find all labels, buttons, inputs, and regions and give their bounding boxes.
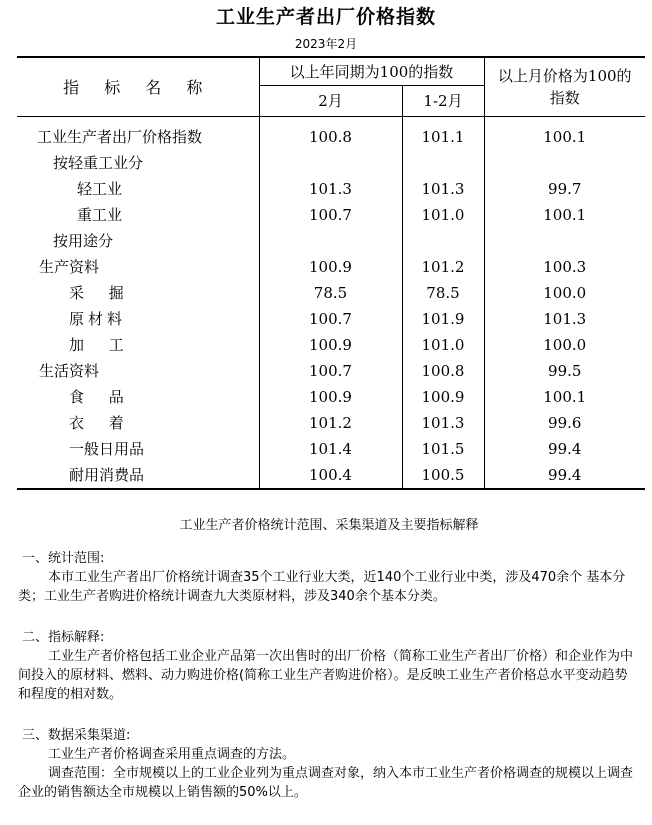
section-collection-heading: 三、数据采集渠道: (22, 728, 131, 743)
section-scope-heading: 一、统计范围: (22, 551, 105, 566)
row-value-cumulative (402, 228, 484, 254)
row-value-cumulative: 101.3 (402, 176, 484, 202)
row-indicator-name: 工业生产者出厂价格指数 (37, 128, 203, 146)
row-value-cumulative: 100.9 (402, 384, 484, 410)
row-value-cumulative: 101.9 (402, 306, 484, 332)
row-value-month: 101.2 (259, 410, 402, 436)
row-value-month: 100.7 (259, 306, 402, 332)
row-indicator-name: 按用途分 (53, 232, 114, 250)
row-value-prev-month: 100.1 (484, 124, 645, 150)
row-value-cumulative: 101.1 (402, 124, 484, 150)
row-value-month: 100.7 (259, 358, 402, 384)
table-row (17, 358, 645, 384)
table-row (17, 280, 645, 306)
row-value-cumulative: 101.0 (402, 202, 484, 228)
section-definition-heading: 二、指标解释: (22, 630, 105, 645)
notes-title: 工业生产者价格统计范围、采集渠道及主要指标解释 (179, 518, 479, 533)
row-indicator-name: 采 掘 (69, 284, 134, 302)
header-month: 2月 (259, 85, 402, 116)
row-value-cumulative: 100.5 (402, 462, 484, 489)
notes-section (18, 516, 640, 802)
row-value-prev-month: 100.3 (484, 254, 645, 280)
row-value-month: 100.9 (259, 332, 402, 358)
row-value-cumulative: 100.8 (402, 358, 484, 384)
row-value-prev-month: 100.1 (484, 384, 645, 410)
header-cumulative: 1-2月 (402, 85, 484, 116)
section-collection-method: 工业生产者价格调查采用重点调查的方法。 (48, 747, 296, 762)
page-title: 工业生产者出厂价格指数 (215, 6, 436, 28)
row-indicator-name: 生活资料 (39, 362, 100, 380)
row-value-month (259, 150, 402, 176)
table-row (17, 462, 645, 489)
row-value-prev-month: 99.4 (484, 436, 645, 462)
table-row (17, 202, 645, 228)
row-value-prev-month: 99.4 (484, 462, 645, 489)
row-value-cumulative: 101.2 (402, 254, 484, 280)
row-value-prev-month (484, 228, 645, 254)
row-value-month: 100.9 (259, 384, 402, 410)
header-mom-group: 以上月价格为100的指数 (484, 57, 645, 116)
row-indicator-name: 耐用消费品 (17, 462, 259, 489)
row-value-prev-month: 99.6 (484, 410, 645, 436)
row-value-prev-month (484, 150, 645, 176)
row-value-cumulative: 78.5 (402, 280, 484, 306)
table-row (17, 332, 645, 358)
row-value-month: 100.4 (259, 462, 402, 489)
row-value-prev-month: 100.1 (484, 202, 645, 228)
header-yoy-group: 以上年同期为100的指数 (259, 57, 484, 85)
table-row (17, 306, 645, 332)
row-indicator-name: 食 品 (69, 388, 134, 406)
table-row (17, 150, 645, 176)
row-value-cumulative (402, 150, 484, 176)
row-value-month: 101.4 (259, 436, 402, 462)
report-date: 2023年2月 (294, 37, 358, 51)
table-row (17, 228, 645, 254)
table-row (17, 384, 645, 410)
row-value-month: 101.3 (259, 176, 402, 202)
row-indicator-name: 一般日用品 (69, 440, 145, 458)
row-value-cumulative: 101.3 (402, 410, 484, 436)
section-collection-scope: 调查范围：全市规模以上的工业企业列为重点调查对象，纳入本市工业生产者价格调查的规模以上调查企业的销售额达全市规模以上销售额的50%以上。 (18, 766, 634, 800)
price-index-table (17, 56, 645, 490)
table-row (17, 176, 645, 202)
row-value-month: 100.8 (259, 124, 402, 150)
row-value-prev-month: 99.5 (484, 358, 645, 384)
row-value-month: 78.5 (259, 280, 402, 306)
row-value-prev-month: 100.0 (484, 280, 645, 306)
row-value-prev-month: 99.7 (484, 176, 645, 202)
row-value-cumulative: 101.5 (402, 436, 484, 462)
table-row (17, 254, 645, 280)
row-value-prev-month: 101.3 (484, 306, 645, 332)
row-indicator-name: 按轻重工业分 (53, 154, 144, 172)
row-indicator-name: 原材料 (69, 310, 127, 328)
table-row (17, 410, 645, 436)
row-indicator-name: 重工业 (77, 206, 123, 224)
section-definition-body: 工业生产者价格包括工业企业产品第一次出售时的出厂价格（简称工业生产者出厂价格）和企业作为中间投入的原材料、燃料、动力购进价格(简称工业生产者购进价格）。是反映工业生产者价格总水平变动趋势和程度的相对数。 (18, 649, 634, 702)
row-value-cumulative: 101.0 (402, 332, 484, 358)
row-value-month: 100.7 (259, 202, 402, 228)
section-scope-body: 本市工业生产者出厂价格统计调查35个工业行业大类，近140个工业行业中类，涉及470余个 基本分类；工业生产者购进价格统计调查九大类原材料，涉及340余个基本分类。 (18, 570, 626, 604)
row-indicator-name: 衣 着 (69, 414, 134, 432)
table-row (17, 436, 645, 462)
table-row (17, 124, 645, 150)
row-value-prev-month: 100.0 (484, 332, 645, 358)
row-indicator-name: 轻工业 (77, 180, 123, 198)
row-value-month: 100.9 (259, 254, 402, 280)
row-indicator-name: 生产资料 (39, 258, 100, 276)
row-value-month (259, 228, 402, 254)
header-indicator-name: 指 标 名 称 (17, 57, 259, 116)
row-indicator-name: 加 工 (69, 336, 134, 354)
